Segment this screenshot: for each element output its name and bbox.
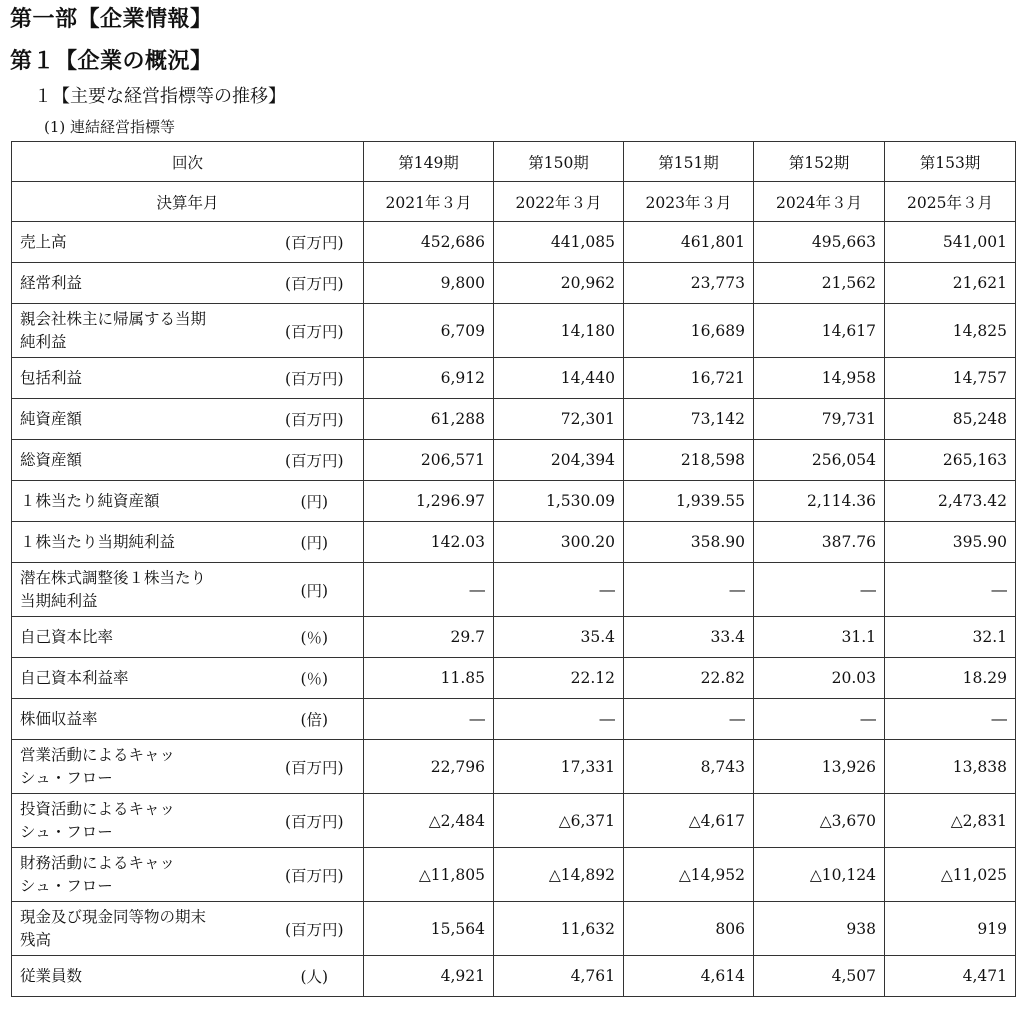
value-cell: 6,709	[364, 304, 494, 358]
value-cell: 16,721	[624, 358, 754, 399]
row-label-line1: 総資産額	[20, 450, 83, 469]
value-cell: 11.85	[364, 658, 494, 699]
chapter-heading: 第１【企業の概況】	[10, 49, 213, 74]
value-cell: 4,761	[494, 956, 624, 997]
value-cell: 9,800	[364, 263, 494, 304]
value-cell: ―	[885, 699, 1016, 740]
value-cell: 32.1	[885, 617, 1016, 658]
value-cell: 4,507	[754, 956, 885, 997]
value-cell: 452,686	[364, 222, 494, 263]
row-label-line2: 残高	[20, 930, 52, 949]
row-label-line1: １株当たり当期純利益	[20, 532, 176, 551]
row-label	[12, 440, 266, 481]
row-label-line1: 現金及び現金同等物の期末	[20, 907, 207, 926]
row-unit: (百万円)	[266, 222, 364, 263]
value-cell: ―	[624, 699, 754, 740]
value-cell: △11,805	[364, 848, 494, 902]
table-row	[12, 563, 1016, 617]
value-cell: 21,562	[754, 263, 885, 304]
table-row	[12, 440, 1016, 481]
value-cell: ―	[494, 563, 624, 617]
row-label	[12, 658, 266, 699]
value-cell: △3,670	[754, 794, 885, 848]
table-row	[12, 699, 1016, 740]
table-row	[12, 902, 1016, 956]
value-cell: ―	[624, 563, 754, 617]
row-label	[12, 563, 266, 617]
table-row	[12, 848, 1016, 902]
value-cell: 206,571	[364, 440, 494, 481]
value-cell: 31.1	[754, 617, 885, 658]
value-cell: 20.03	[754, 658, 885, 699]
row-label	[12, 699, 266, 740]
value-cell: ―	[885, 563, 1016, 617]
term-header: 第153期	[885, 142, 1016, 182]
row-label-line1: 包括利益	[20, 368, 83, 387]
date-header: 2025年３月	[885, 182, 1016, 222]
value-cell: 204,394	[494, 440, 624, 481]
value-cell: 1,530.09	[494, 481, 624, 522]
row-label-line1: 従業員数	[20, 966, 83, 985]
value-cell: 2,114.36	[754, 481, 885, 522]
value-cell: 6,912	[364, 358, 494, 399]
header-row-terms	[12, 142, 1016, 182]
row-label-line1: 営業活動によるキャッ	[20, 745, 176, 764]
table-row	[12, 358, 1016, 399]
value-cell: 142.03	[364, 522, 494, 563]
row-unit: (百万円)	[266, 399, 364, 440]
date-header: 2024年３月	[754, 182, 885, 222]
table-row	[12, 956, 1016, 997]
value-cell: 387.76	[754, 522, 885, 563]
row-unit: (百万円)	[266, 263, 364, 304]
value-cell: 541,001	[885, 222, 1016, 263]
value-cell: 265,163	[885, 440, 1016, 481]
value-cell: 15,564	[364, 902, 494, 956]
value-cell: 35.4	[494, 617, 624, 658]
term-header: 第151期	[624, 142, 754, 182]
table-row	[12, 481, 1016, 522]
row-label-line2: シュ・フロー	[20, 768, 113, 787]
row-label-line1: 経常利益	[20, 273, 83, 292]
term-header: 第152期	[754, 142, 885, 182]
row-unit: (百万円)	[266, 740, 364, 794]
row-label	[12, 522, 266, 563]
value-cell: 14,617	[754, 304, 885, 358]
value-cell: 21,621	[885, 263, 1016, 304]
row-label	[12, 358, 266, 399]
value-cell: 61,288	[364, 399, 494, 440]
table-row	[12, 222, 1016, 263]
value-cell: 72,301	[494, 399, 624, 440]
row-label-line1: 純資産額	[20, 409, 83, 428]
value-cell: 4,614	[624, 956, 754, 997]
row-unit: (人)	[266, 956, 364, 997]
value-cell: 73,142	[624, 399, 754, 440]
period-label: 決算年月	[12, 182, 364, 222]
row-label-line1: 潜在株式調整後１株当たり	[20, 568, 207, 587]
value-cell: 919	[885, 902, 1016, 956]
value-cell: △4,617	[624, 794, 754, 848]
table-row	[12, 399, 1016, 440]
row-label-line1: 自己資本比率	[20, 627, 114, 646]
value-cell: 461,801	[624, 222, 754, 263]
value-cell: ―	[364, 563, 494, 617]
row-label-line1: 自己資本利益率	[20, 668, 129, 687]
header-row-dates	[12, 182, 1016, 222]
value-cell: 20,962	[494, 263, 624, 304]
value-cell: 16,689	[624, 304, 754, 358]
table-row	[12, 522, 1016, 563]
value-cell: 23,773	[624, 263, 754, 304]
row-label-line1: １株当たり純資産額	[20, 491, 160, 510]
part-heading: 第一部【企業情報】	[10, 7, 213, 32]
row-label	[12, 902, 266, 956]
row-label-line2: シュ・フロー	[20, 876, 113, 895]
value-cell: 300.20	[494, 522, 624, 563]
table-row	[12, 740, 1016, 794]
row-label	[12, 617, 266, 658]
section-heading: １【主要な経営指標等の推移】	[34, 86, 286, 107]
value-cell: 14,440	[494, 358, 624, 399]
row-label	[12, 399, 266, 440]
row-label	[12, 481, 266, 522]
value-cell: ―	[754, 699, 885, 740]
table-row	[12, 304, 1016, 358]
row-label-line1: 売上高	[20, 232, 67, 251]
value-cell: 395.90	[885, 522, 1016, 563]
term-header: 第149期	[364, 142, 494, 182]
value-cell: 14,180	[494, 304, 624, 358]
value-cell: 1,296.97	[364, 481, 494, 522]
value-cell: 2,473.42	[885, 481, 1016, 522]
row-unit: (百万円)	[266, 440, 364, 481]
row-unit: (百万円)	[266, 794, 364, 848]
value-cell: △2,831	[885, 794, 1016, 848]
row-label-line2: 純利益	[20, 332, 67, 351]
term-header: 第150期	[494, 142, 624, 182]
value-cell: 11,632	[494, 902, 624, 956]
value-cell: 218,598	[624, 440, 754, 481]
financial-indicators-table	[11, 141, 1016, 997]
row-unit: (百万円)	[266, 848, 364, 902]
value-cell: 938	[754, 902, 885, 956]
value-cell: 14,958	[754, 358, 885, 399]
value-cell: 29.7	[364, 617, 494, 658]
row-label	[12, 304, 266, 358]
value-cell: ―	[754, 563, 885, 617]
table-row	[12, 658, 1016, 699]
row-label-line2: 当期純利益	[20, 591, 98, 610]
table-row	[12, 617, 1016, 658]
value-cell: 18.29	[885, 658, 1016, 699]
row-label	[12, 848, 266, 902]
date-header: 2023年３月	[624, 182, 754, 222]
value-cell: 4,471	[885, 956, 1016, 997]
value-cell: 79,731	[754, 399, 885, 440]
date-header: 2022年３月	[494, 182, 624, 222]
date-header: 2021年３月	[364, 182, 494, 222]
row-label	[12, 740, 266, 794]
row-unit: (％)	[266, 658, 364, 699]
value-cell: △11,025	[885, 848, 1016, 902]
value-cell: 17,331	[494, 740, 624, 794]
value-cell: 22.12	[494, 658, 624, 699]
value-cell: 13,926	[754, 740, 885, 794]
value-cell: 806	[624, 902, 754, 956]
value-cell: 358.90	[624, 522, 754, 563]
value-cell: △10,124	[754, 848, 885, 902]
row-label-line1: 株価収益率	[20, 709, 98, 728]
value-cell: ―	[494, 699, 624, 740]
row-label-line1: 親会社株主に帰属する当期	[20, 309, 207, 328]
row-unit: (百万円)	[266, 304, 364, 358]
row-unit: (百万円)	[266, 902, 364, 956]
value-cell: ―	[364, 699, 494, 740]
value-cell: 22,796	[364, 740, 494, 794]
row-label	[12, 956, 266, 997]
table-row	[12, 263, 1016, 304]
value-cell: 441,085	[494, 222, 624, 263]
header-label: 回次	[12, 142, 364, 182]
value-cell: 14,825	[885, 304, 1016, 358]
value-cell: 495,663	[754, 222, 885, 263]
row-label	[12, 222, 266, 263]
value-cell: 85,248	[885, 399, 1016, 440]
row-unit: (円)	[266, 481, 364, 522]
row-label-line2: シュ・フロー	[20, 822, 113, 841]
subsection-heading: (1) 連結経営指標等	[44, 118, 176, 136]
value-cell: 256,054	[754, 440, 885, 481]
row-unit: (百万円)	[266, 358, 364, 399]
value-cell: △14,892	[494, 848, 624, 902]
value-cell: 1,939.55	[624, 481, 754, 522]
row-label	[12, 794, 266, 848]
value-cell: △2,484	[364, 794, 494, 848]
row-label-line1: 財務活動によるキャッ	[20, 853, 176, 872]
value-cell: 4,921	[364, 956, 494, 997]
row-unit: (％)	[266, 617, 364, 658]
value-cell: 8,743	[624, 740, 754, 794]
row-label-line1: 投資活動によるキャッ	[20, 799, 176, 818]
value-cell: △14,952	[624, 848, 754, 902]
row-unit: (円)	[266, 563, 364, 617]
value-cell: 14,757	[885, 358, 1016, 399]
row-unit: (倍)	[266, 699, 364, 740]
value-cell: 33.4	[624, 617, 754, 658]
row-unit: (円)	[266, 522, 364, 563]
value-cell: △6,371	[494, 794, 624, 848]
value-cell: 13,838	[885, 740, 1016, 794]
value-cell: 22.82	[624, 658, 754, 699]
row-label	[12, 263, 266, 304]
table-row	[12, 794, 1016, 848]
